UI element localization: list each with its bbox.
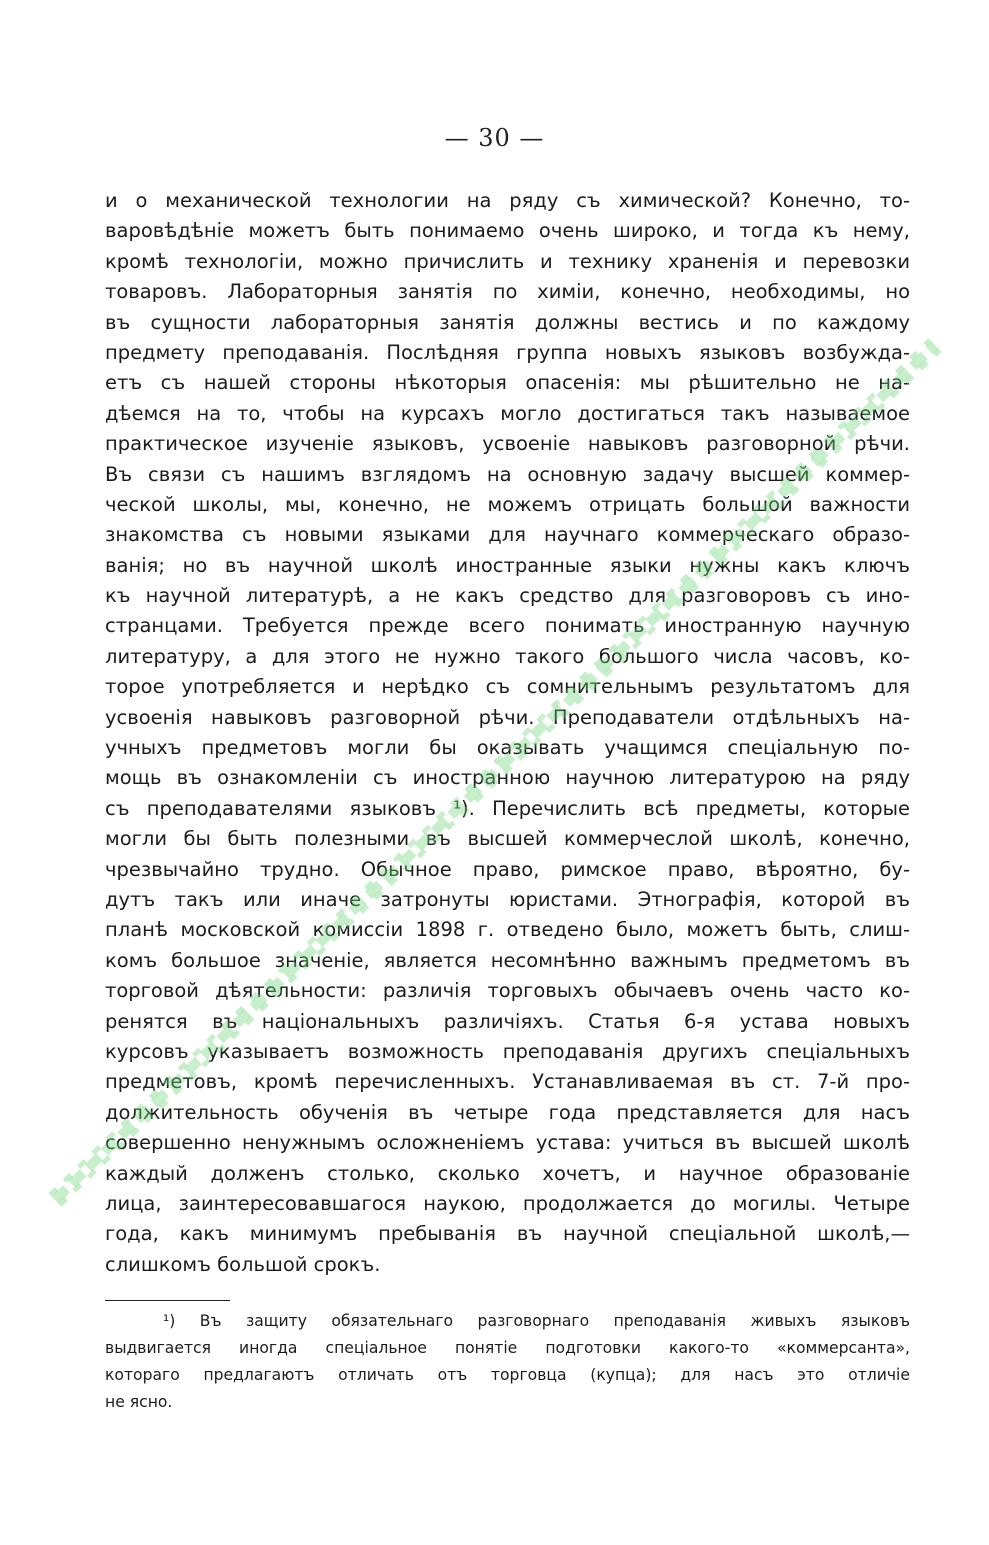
text-line: торговой дѣятельности: различія торговыхъ обычаевъ очень часто ко- bbox=[105, 979, 910, 1003]
text-line: товаровъ. Лабораторныя занятія по химіи, конечно, необходимы, но bbox=[105, 280, 910, 304]
text-line: съ преподавателями языковъ ¹). Перечислить всѣ предметы, которые bbox=[105, 796, 910, 820]
text-line: странцами. Требуется прежде всего понимать иностранную научную bbox=[105, 614, 910, 638]
text-line: предметовъ, кромѣ перечисленныхъ. Устанавливаемая въ ст. 7-й про- bbox=[105, 1070, 910, 1094]
page-number: — 30 — bbox=[444, 124, 545, 152]
text-line: литературу, а для этого не нужно такого большого числа часовъ, ко- bbox=[105, 644, 910, 668]
text-line: практическое изученіе языковъ, усвоеніе навыковъ разговорной рѣчи. bbox=[105, 432, 910, 456]
text-line: учныхъ предметовъ могли бы оказывать учащимся спеціальную по- bbox=[105, 736, 910, 760]
text-line: комъ большое значеніе, является несомнѣнно важнымъ предметомъ въ bbox=[105, 948, 910, 972]
footnote-divider bbox=[105, 1300, 230, 1301]
text-line: етъ съ нашей стороны нѣкоторыя опасенія: мы рѣшительно не на- bbox=[105, 371, 910, 395]
text-line: ческой школы, мы, конечно, не можемъ отрицать большой важности bbox=[105, 492, 910, 516]
text-line: года, какъ минимумъ пребыванія въ научной спеціальной школѣ,— bbox=[105, 1222, 910, 1246]
text-line: должительность обученія въ четыре года представляется для насъ bbox=[105, 1100, 910, 1124]
text-line: Въ связи съ нашимъ взглядомъ на основную задачу высшей коммер- bbox=[105, 462, 910, 486]
body-text bbox=[105, 186, 910, 1280]
text-line: знакомства съ новыми языками для научнаго коммерческаго образо- bbox=[105, 523, 910, 547]
text-line: могли бы быть полезными въ высшей коммерчеслой школѣ, конечно, bbox=[105, 827, 910, 851]
text-line: чрезвычайно трудно. Обычное право, римское право, вѣроятно, бу- bbox=[105, 857, 910, 881]
footnote-line: ¹) Въ защиту обязательнаго разговорнаго преподаванія живыхъ языковъ bbox=[163, 1312, 910, 1330]
text-line: усвоенія навыковъ разговорной рѣчи. Преподаватели отдѣльныхъ на- bbox=[105, 705, 910, 729]
text-line: и о механической технологии на ряду съ химической? Конечно, то- bbox=[105, 189, 910, 212]
text-line: ренятся въ національныхъ различіяхъ. Статья 6-я устава новыхъ bbox=[105, 1009, 910, 1033]
text-line: къ научной литературѣ, а не какъ средство для разговоровъ съ ино- bbox=[105, 584, 910, 608]
text-line: дутъ такъ или иначе затронуты юристами. Этнографія, которой въ bbox=[105, 887, 910, 911]
text-line: варовѣдѣніе можетъ быть понимаемо очень широко, и тогда къ нему, bbox=[105, 219, 910, 243]
text-line: слишкомъ большой срокъ. bbox=[105, 1252, 381, 1276]
text-line: предмету преподаванія. Послѣдняя группа новыхъ языковъ возбужда- bbox=[105, 340, 910, 364]
text-line: курсовъ указываетъ возможность преподаванія другихъ спеціальныхъ bbox=[105, 1039, 910, 1063]
text-line: ванія; но въ научной школѣ иностранные языки нужны какъ ключъ bbox=[105, 553, 910, 577]
text-line: мощь въ ознакомленіи съ иностранною научною литературою на ряду bbox=[105, 766, 910, 790]
text-line: торое употребляется и нерѣдко съ сомнительнымъ результатомъ для bbox=[105, 675, 910, 699]
footnotes bbox=[105, 1308, 910, 1416]
text-line: дѣемся на то, чтобы на курсахъ могло достигаться такъ называемое bbox=[105, 401, 910, 425]
text-line: кромѣ технологіи, можно причислить и технику храненія и перевозки bbox=[105, 249, 910, 273]
text-line: каждый долженъ столько, сколько хочетъ, и научное образованіе bbox=[105, 1161, 910, 1185]
footnote-line: котораго предлагаютъ отличать отъ торговца (купца); для насъ это отличіе bbox=[105, 1366, 910, 1384]
text-line: въ сущности лабораторныя занятія должны вестись и по каждому bbox=[105, 310, 910, 334]
footnote-line: не ясно. bbox=[105, 1393, 173, 1411]
footnote-line: выдвигается иногда спеціальное понятіе подготовки какого-то «коммерсанта», bbox=[105, 1339, 910, 1357]
text-line: лица, заинтересовавшагося наукою, продолжается до могилы. Четыре bbox=[105, 1191, 910, 1215]
text-line: совершенно ненужнымъ осложненіемъ устава: учиться въ высшей школѣ bbox=[105, 1131, 910, 1155]
text-line: планѣ московской комиссіи 1898 г. отведено было, можетъ быть, слиш- bbox=[105, 918, 910, 942]
